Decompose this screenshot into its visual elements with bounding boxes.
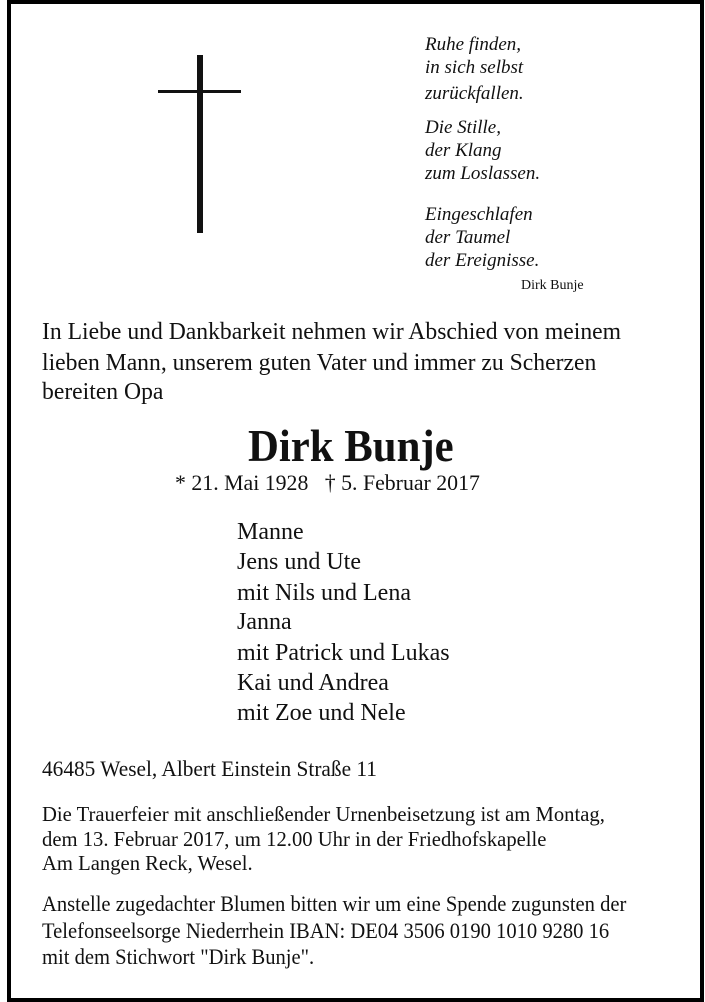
address: 46485 Wesel, Albert Einstein Straße 11 [42, 756, 377, 781]
donation-line: mit dem Stichwort "Dirk Bunje". [42, 944, 315, 969]
mourner: mit Nils und Lena [237, 580, 411, 606]
donation-line: Anstelle zugedachter Blumen bitten wir um eine Spende zugunsten der [42, 891, 627, 916]
poem-author: Dirk Bunje [521, 278, 584, 293]
life-dates [175, 472, 480, 495]
donation-line: Telefonseelsorge Niederrhein IBAN: DE04 3506 0190 1010 9280 16 [42, 918, 610, 943]
birth-date: * 21. Mai 1928 [175, 470, 309, 495]
poem-line: der Taumel [425, 227, 511, 248]
ceremony-line: dem 13. Februar 2017, um 12.00 Uhr in der Friedhofskapelle [42, 827, 547, 851]
cross-horizontal-bar [158, 90, 241, 93]
mourner: Janna [237, 609, 292, 635]
cross-vertical-bar [197, 55, 203, 233]
poem-line: Ruhe finden, [425, 34, 522, 55]
mourner: Manne [237, 519, 304, 545]
deceased-name: Dirk Bunje [248, 420, 454, 471]
mourner: Kai und Andrea [237, 670, 389, 696]
poem-line: Eingeschlafen [425, 204, 533, 225]
poem-line: der Ereignisse. [425, 250, 540, 271]
mourner: mit Patrick und Lukas [237, 640, 450, 666]
intro-line: In Liebe und Dankbarkeit nehmen wir Abschied von meinem [42, 319, 622, 345]
ceremony-line: Am Langen Reck, Wesel. [42, 851, 253, 875]
poem-line: in sich selbst [425, 57, 524, 78]
poem-line: zurückfallen. [425, 83, 524, 104]
mourner: mit Zoe und Nele [237, 700, 406, 726]
death-date: † 5. Februar 2017 [324, 470, 480, 495]
ceremony-line: Die Trauerfeier mit anschließender Urnenbeisetzung ist am Montag, [42, 802, 605, 826]
poem-line: der Klang [425, 140, 502, 161]
mourner: Jens und Ute [237, 549, 361, 575]
poem-line: zum Loslassen. [425, 163, 541, 184]
poem-line: Die Stille, [425, 117, 501, 138]
intro-line: bereiten Opa [42, 379, 164, 405]
intro-line: lieben Mann, unserem guten Vater und immer zu Scherzen [42, 350, 597, 376]
